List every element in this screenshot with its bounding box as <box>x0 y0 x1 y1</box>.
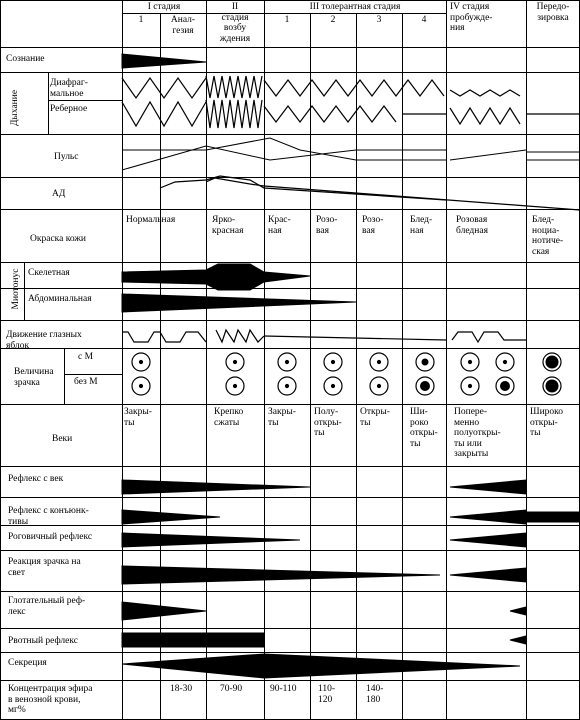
pupil-with-m-7-center <box>503 360 506 363</box>
breathing-diaphragm-trace-3 <box>264 80 444 96</box>
row-label-pupil-without-m: без М <box>74 377 98 387</box>
row-label-swallowing-reflex: Глотательный реф- лекс <box>8 596 86 617</box>
header-stage-1-sub-1: 1 <box>138 15 144 25</box>
eyelids-stage-4: Попере- менно полуоткры- ты или закрыты <box>454 407 501 459</box>
skin-stage-2: Ярко- красная <box>212 215 244 236</box>
concentration-stage-3-2: 110- 120 <box>318 684 336 705</box>
pupil-without-m-7-center <box>501 382 510 391</box>
pupil-without-m-5-center <box>421 382 430 391</box>
pupil-without-m-2-center <box>285 384 288 387</box>
pupil-with-m-8-center <box>546 356 558 368</box>
row-label-eyelid-reflex: Рефлекс с век <box>8 474 64 484</box>
header-stage-3-sub-3: 3 <box>376 15 382 25</box>
reflex-eyelid-wedge <box>122 480 310 494</box>
eyelids-stage-3-1: Закры- ты <box>268 407 296 428</box>
reflex-pupil-light-wedge <box>122 566 440 584</box>
skin-stage-3-3: Розо- вая <box>362 215 384 236</box>
skin-stage-3-2: Розо- вая <box>316 215 338 236</box>
row-label-eye-movement: Движение глазных яблок <box>6 330 82 351</box>
breathing-diaphragm-trace-4 <box>450 90 520 96</box>
secretion-rise <box>122 654 264 678</box>
header-stage-3-sub-1: 1 <box>284 15 290 25</box>
row-label-ether-concentration: Концентрация эфира в венозной крови, мг% <box>8 684 93 715</box>
row-label-skin-color: Окраска кожи <box>30 234 87 244</box>
row-label-conjunctival-reflex: Рефлекс с конъюнк- тивы <box>8 506 89 527</box>
concentration-stage-3-3: 140- 180 <box>366 684 384 705</box>
breathing-costal-trace-3 <box>264 106 396 122</box>
pupil-without-m-3-center <box>331 384 334 387</box>
header-stage-1-analgesia: Анал- гезия <box>170 15 196 36</box>
secretion-fall <box>264 654 520 678</box>
row-label-gag-reflex: Рвотный рефлекс <box>8 636 78 646</box>
header-stage-4: IV стадия пробужде- ния <box>450 2 493 33</box>
header-stage-1: I стадия <box>147 2 181 12</box>
pupil-with-m-5-center <box>422 359 428 365</box>
bp-diastolic <box>206 178 580 210</box>
pupil-with-m-1-center <box>233 360 236 363</box>
row-label-muscle-skeletal: Скелетная <box>28 268 70 278</box>
eyelids-stage-3-3: Откры- ты <box>360 407 390 428</box>
pupil-without-m-4-center <box>377 384 380 387</box>
row-label-pupil-size: Величина зрачка <box>14 367 54 388</box>
concentration-stage-2: 70-90 <box>220 684 243 694</box>
row-label-pulse: Пульс <box>54 152 79 162</box>
reflex-eyelid-stage4 <box>450 480 526 494</box>
muscle-abdominal-wedge <box>122 294 356 312</box>
skin-stage-4: Розовая бледная <box>456 215 488 236</box>
eyelids-overdose: Широко откры- ты <box>530 407 564 438</box>
eyelids-stage-3-4: Ши- роко откры- ты <box>410 407 438 449</box>
row-label-pupil-with-m: с М <box>78 352 94 362</box>
pupil-without-m-1-center <box>233 384 236 387</box>
reflex-gag-stage4 <box>510 636 526 644</box>
row-label-eyelids: Веки <box>52 434 73 444</box>
header-stage-3-sub-2: 2 <box>330 15 336 25</box>
row-label-pupil-light-reaction: Реакция зрачка на свет <box>8 557 81 578</box>
pupil-with-m-0-center <box>139 360 142 363</box>
row-label-breathing-diaphragm: Диафраг- мальное <box>50 78 88 99</box>
eyelids-stage-3-2: Полу- откры- ты <box>314 407 342 438</box>
header-stage-3: III толерантная стадия <box>309 2 401 12</box>
concentration-analgesia: 18-30 <box>170 684 193 694</box>
eye-movement-stage-3 <box>264 336 446 340</box>
breathing-costal-trace-4 <box>450 108 520 124</box>
row-label-breathing: Дыхание <box>10 89 20 127</box>
pupil-without-m-0-center <box>139 384 142 387</box>
reflex-conjunctival-overdose <box>526 512 580 522</box>
reflex-pupil-light-stage4 <box>450 568 526 582</box>
row-label-breathing-costal: Реберное <box>50 104 88 114</box>
reflex-swallowing-stage4 <box>510 607 526 615</box>
row-label-muscle-tone: Миотонус <box>11 268 21 310</box>
pupil-without-m-6-center <box>468 384 471 387</box>
eyelids-stage-2: Крепко сжаты <box>214 407 244 428</box>
pulse-stage4 <box>450 150 526 160</box>
header-stage-2: II стадия возбу ждения <box>219 2 251 44</box>
skin-overdose: Блед- ноциа- нотиче- ская <box>532 215 564 257</box>
pupil-with-m-4-center <box>377 360 380 363</box>
breathing-costal-trace-2 <box>206 100 262 128</box>
eye-movement-stage-4 <box>452 332 526 342</box>
breathing-costal-trace-1 <box>122 102 206 126</box>
breathing-diaphragm-trace-1 <box>122 78 206 98</box>
header-overdose: Передо- зировка <box>536 2 570 23</box>
reflex-swallowing-wedge <box>122 602 206 620</box>
row-label-blood-pressure: АД <box>52 189 66 199</box>
pupil-with-m-6-center <box>468 360 471 363</box>
reflex-corneal-wedge <box>122 533 300 547</box>
header-stage-3-sub-4: 4 <box>421 15 427 25</box>
reflex-corneal-stage4 <box>450 533 526 547</box>
skin-stage-3-1: Крас- ная <box>268 215 291 236</box>
pupil-with-m-2-center <box>285 360 288 363</box>
reflex-gag-bar <box>122 633 264 647</box>
skin-stage-3-4: Блед- ная <box>410 215 433 236</box>
eye-movement-stage-2 <box>216 330 264 342</box>
reflex-conjunctival-wedge <box>122 510 220 524</box>
eyelids-stage-1: Закры- ты <box>124 407 152 428</box>
row-label-secretion: Секреция <box>8 658 47 668</box>
row-label-corneal-reflex: Роговичный рефлекс <box>8 532 93 542</box>
pupil-without-m-8-center <box>546 380 558 392</box>
skin-stage-1: Нормальная <box>126 215 176 225</box>
row-label-muscle-abdominal: Абдоминальная <box>28 294 92 304</box>
muscle-skeletal-shape <box>122 264 310 290</box>
eye-movement-stage-1 <box>122 332 206 342</box>
concentration-stage-3-1: 90-110 <box>270 684 297 694</box>
breathing-diaphragm-trace-2 <box>206 76 262 98</box>
reflex-conjunctival-stage4 <box>450 510 526 524</box>
row-label-consciousness: Сознание <box>6 54 45 64</box>
pupil-with-m-3-center <box>331 360 334 363</box>
pulse-upper-line <box>122 138 446 160</box>
